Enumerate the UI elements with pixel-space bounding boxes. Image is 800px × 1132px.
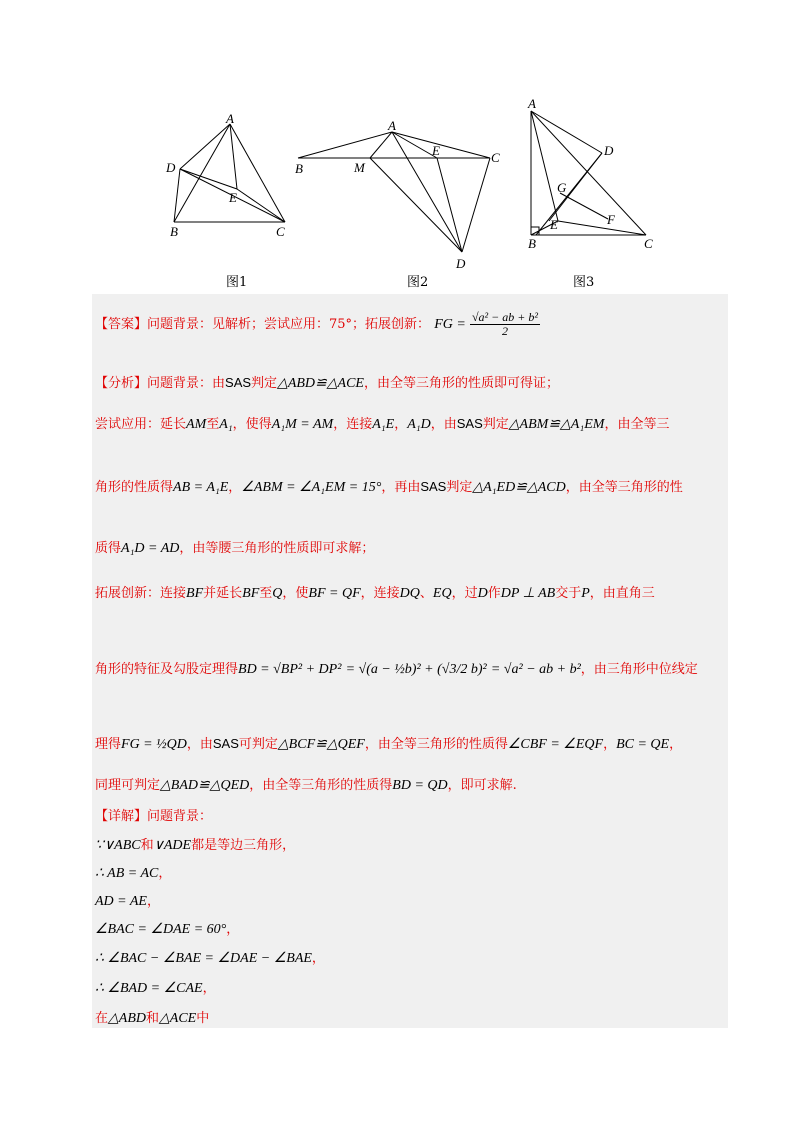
math-expr: ∵∨ABC [95,838,141,853]
figure-3-caption: 图3 [573,275,595,290]
analysis-text: ，再由 [381,480,421,495]
detail-text: ， [226,922,240,937]
math-expr: A₁ [219,417,233,432]
fig2-label-c: C [491,150,500,165]
math-expr: Q [272,586,283,601]
math-expr: BF [242,586,260,601]
fig1-label-e: E [229,190,237,205]
analysis-text: ，过 [451,586,478,601]
math-expr: △ACE [159,1011,197,1026]
analysis-text: 同理可判定 [95,778,161,793]
detail-text: 在 [95,1011,109,1026]
math-expr: DP ⊥ AB [500,586,556,601]
math-expr: △ABD [108,1011,146,1026]
detail-text: 都是等边三角形， [191,838,296,853]
fig2-label-e: E [432,143,440,158]
math-expr: △A₁ED≌△ACD [472,480,566,495]
analysis-text: ，由 [430,417,457,432]
math-expr: BF [186,586,204,601]
math-expr: A₁D [407,417,431,432]
analysis-text: ，使得 [232,417,272,432]
math-expr: ∴ AB = AC [95,866,159,881]
fig3-label-f: F [607,212,615,227]
detail-line-6 [95,977,216,997]
answer-line [95,311,540,338]
analysis-text: ， [394,417,408,432]
math-expr: ∴ ∠BAC − ∠BAE = ∠DAE − ∠BAE [95,951,312,966]
answer-formula-den: 2 [501,324,508,339]
fig3-label-b: B [528,236,536,251]
detail-line-7 [95,1007,209,1027]
analysis-line-3 [95,476,683,496]
analysis-text: 判定 [446,480,473,495]
detail-tag: 【详解】 [95,809,148,824]
fig2-label-d: D [456,256,466,271]
analysis-text: 至 [259,586,273,601]
analysis-text: ， [603,737,617,752]
math-expr: DQ [399,586,420,601]
analysis-text: 可判定 [238,737,278,752]
analysis-text: 问题背景：由 [147,376,226,391]
detail-text: ， [202,981,216,996]
answer-text: 问题背景：见解析；尝试应用：75°；拓展创新： [147,317,431,333]
answer-formula-fraction [470,311,540,338]
analysis-text: 理得 [95,737,122,752]
math-expr: D [477,586,488,601]
analysis-text: 质得 [95,541,122,556]
math-expr: ∨ADE [153,838,192,853]
analysis-text: ，由全等三角形的性质得 [249,778,393,793]
detail-line-4 [95,918,239,938]
math-expr: A₁M = AM [271,417,334,432]
analysis-text: ，连接 [333,417,373,432]
analysis-text: ，使 [282,586,309,601]
analysis-text: ，由全等三角形的性质得 [364,737,508,752]
analysis-text: ，即可求解. [447,778,517,793]
figure-1 [160,108,300,243]
figure-1-svg [160,108,300,243]
math-expr: AM [186,417,207,432]
analysis-line-7 [95,733,682,753]
math-expr: ∴ ∠BAD = ∠CAE [95,981,203,996]
math-expr: △ABD≌△ACE [277,376,364,391]
analysis-text: 角形的性质得 [95,480,174,495]
analysis-line-8 [95,774,517,794]
analysis-text: ，由全等三 [604,417,670,432]
fig1-label-d: D [166,160,176,175]
sas-text: SAS [420,479,447,494]
detail-text: 和 [146,1011,160,1026]
analysis-text: ，由 [186,737,213,752]
detail-line-0 [95,805,212,824]
analysis-text: 角形的特征及勾股定理得 [95,662,239,677]
figure-3-svg [520,95,670,255]
fig3-label-d: D [604,143,614,158]
analysis-text: 拓展创新：连接 [95,586,187,601]
analysis-text: 判定 [251,376,278,391]
analysis-line-5 [95,582,655,602]
analysis-text: 至 [206,417,220,432]
analysis-line-4 [95,537,374,557]
math-expr: BF = QF [308,586,361,601]
answer-formula-num: √a² − ab + b² [471,310,538,324]
fig3-label-a: A [528,96,536,111]
math-expr: △BCF≌△QEF [277,737,365,752]
analysis-line-2 [95,413,669,433]
fig3-label-c: C [644,236,653,251]
math-expr: EQ [432,586,452,601]
fig2-label-m: M [354,160,365,175]
fig3-label-g: G [557,180,567,195]
analysis-text: 交于 [555,586,582,601]
math-expr: = √(a − ½b)² + (√3/2 b)² [345,662,487,677]
analysis-text: ，由直角三 [589,586,655,601]
figure-2-caption: 图2 [407,275,429,290]
math-expr: ∠ABM = ∠A₁EM = 15° [241,480,382,495]
math-expr: BD = √BP² + DP² [238,662,342,677]
fig1-label-a: A [226,111,234,126]
analysis-line-1 [95,372,559,392]
sas-text: SAS [212,736,239,751]
analysis-text: 并延长 [203,586,243,601]
math-expr: = √a² − ab + b² [490,662,581,677]
detail-title: 问题背景： [147,809,213,824]
math-expr: △ABM≌△A₁EM [508,417,605,432]
detail-line-1 [95,834,295,854]
math-expr: A₁E [372,417,395,432]
math-expr: ∠BAC = ∠DAE = 60° [95,922,227,937]
figure-3 [520,95,670,255]
math-expr: A₁D = AD [121,541,180,556]
fig2-label-b: B [295,161,303,176]
analysis-text: ，连接 [360,586,400,601]
analysis-text: ， [669,737,683,752]
detail-line-5 [95,947,325,967]
detail-text: ， [158,866,172,881]
detail-text: ， [311,951,325,966]
fig3-label-e: E [550,217,558,232]
figure-1-caption: 图1 [226,275,248,290]
detail-line-2 [95,862,171,882]
analysis-tag: 【分析】 [95,376,148,391]
detail-text: 和 [140,838,154,853]
fig2-label-a: A [388,118,396,133]
math-expr: P [581,586,590,601]
detail-line-3 [95,890,160,910]
analysis-text: 尝试应用：延长 [95,417,187,432]
analysis-line-6 [95,658,698,678]
sas-text: SAS [456,416,483,431]
figure-2-svg [290,115,510,275]
math-expr: AB = A₁E [173,480,229,495]
analysis-text: ，由全等三角形的性质即可得证； [363,376,559,391]
detail-text: 中 [196,1011,210,1026]
answer-tag: 【答案】 [95,317,148,333]
analysis-text: 、 [419,586,433,601]
analysis-text: ，由全等三角形的性 [565,480,683,495]
fig1-label-b: B [170,224,178,239]
analysis-text: 作 [487,586,501,601]
math-expr: AD = AE [95,894,147,909]
analysis-text: ，由三角形中位线定 [580,662,698,677]
math-expr: △BAD≌△QED [160,778,250,793]
math-expr: ∠CBF = ∠EQF [507,737,604,752]
analysis-text: ， [228,480,242,495]
math-expr: BD = QD [392,778,448,793]
answer-formula-lhs: FG = [434,317,466,333]
analysis-text: ，由等腰三角形的性质即可求解； [179,541,375,556]
sas-text: SAS [225,375,252,390]
analysis-text: 判定 [482,417,509,432]
detail-text: ， [146,894,160,909]
figure-2 [290,115,510,275]
math-expr: FG = ½QD [121,737,187,752]
math-expr: BC = QE [616,737,670,752]
fig1-label-c: C [276,224,285,239]
